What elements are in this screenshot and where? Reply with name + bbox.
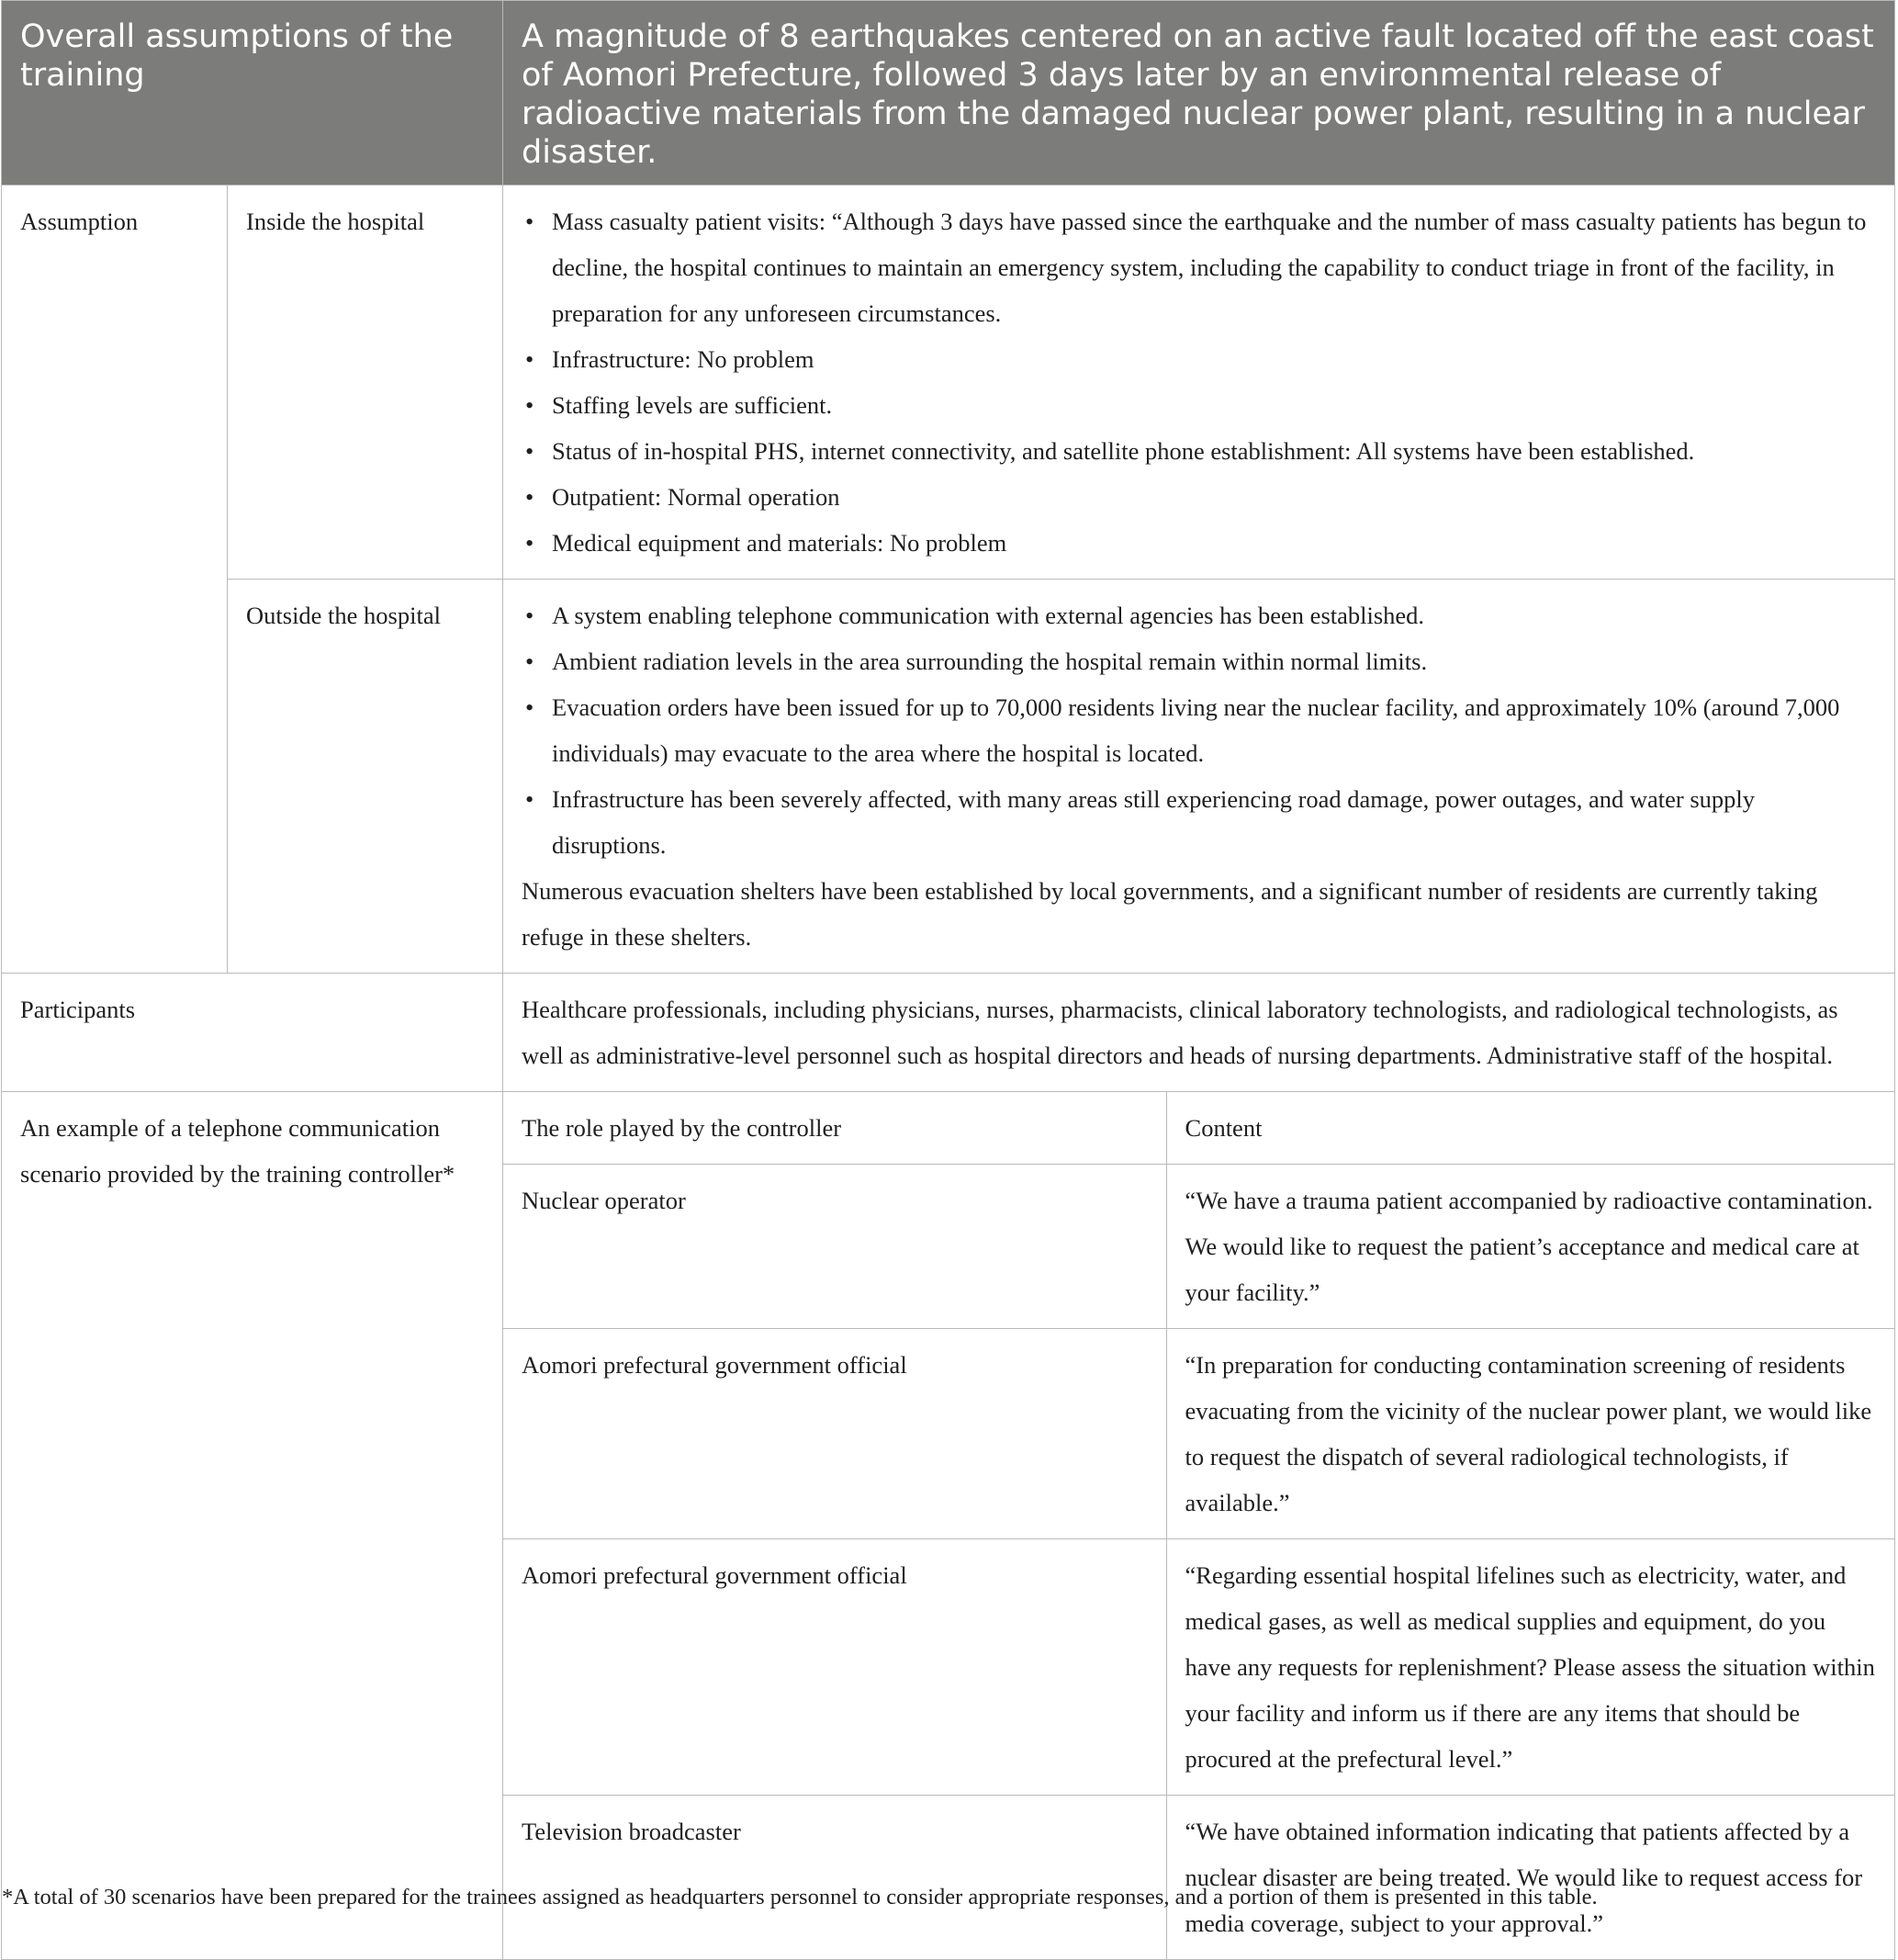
scenario-content: “We have a trauma patient accompanied by radioactive contamination. We would like to request the patient’s acceptance and medical care at your facility.” xyxy=(1166,1165,1894,1329)
assumption-outside-row xyxy=(2,580,1895,974)
bullet-icon: • xyxy=(525,529,534,557)
list-item: • Mass casualty patient visits: “Although 3 days have passed since the earthquake and the number of mass casualty patients has begun to decline, the hospital continues to maintain an emergency system, including the capability to conduct triage in front of the facility, in preparation for any unforeseen circumstances. xyxy=(522,198,1876,336)
bullet-icon: • xyxy=(525,345,534,373)
scenario-content: “Regarding essential hospital lifelines such as electricity, water, and medical gases, as well as medical supplies and equipment, do you have any requests for replenishment? Please assess the situation within your facility and inform us if there are any items that should be procured at the prefectural level.” xyxy=(1166,1539,1894,1796)
scenario-col-role: The role played by the controller xyxy=(503,1092,1166,1165)
scenario-content: “In preparation for conducting contamination screening of residents evacuating from the vicinity of the nuclear power plant, we would like to request the dispatch of several radiological technologists, if available.” xyxy=(1166,1329,1894,1539)
bullet-icon: • xyxy=(525,437,534,465)
header-label: Overall assumptions of the training xyxy=(2,1,503,186)
outside-note: Numerous evacuation shelters have been established by local governments, and a significant number of residents are currently taking refuge in these shelters. xyxy=(522,877,1818,951)
bullet-icon: • xyxy=(525,391,534,419)
table-header-row xyxy=(2,1,1895,186)
bullet-icon: • xyxy=(525,208,534,235)
bullet-icon: • xyxy=(525,693,534,721)
scenario-example-row xyxy=(2,1092,1895,1960)
outside-bullet-list xyxy=(522,592,1876,868)
scenario-table xyxy=(503,1092,1894,1959)
inside-hospital-content xyxy=(503,186,1895,580)
outside-hospital-content xyxy=(503,580,1895,974)
scenario-role: Television broadcaster xyxy=(503,1796,1166,1960)
assumption-inside-row xyxy=(2,186,1895,580)
inside-bullet-list xyxy=(522,198,1876,566)
list-item: • Outpatient: Normal operation xyxy=(522,474,1876,520)
scenario-example-cell xyxy=(503,1092,1895,1960)
outside-hospital-label: Outside the hospital xyxy=(228,580,503,974)
table-row xyxy=(503,1329,1894,1539)
table-row xyxy=(503,1796,1894,1960)
scenario-role: Aomori prefectural government official xyxy=(503,1539,1166,1796)
bullet-icon: • xyxy=(525,785,534,813)
list-item: • Infrastructure: No problem xyxy=(522,336,1876,382)
inside-hospital-label: Inside the hospital xyxy=(228,186,503,580)
participants-text: Healthcare professionals, including physicians, nurses, pharmacists, clinical laboratory technologists, and radiological technologists, as well as administrative-level personnel such as hospital directors and heads of nursing departments. Administrative staff of the hospital. xyxy=(503,974,1895,1092)
table-row xyxy=(503,1539,1894,1796)
list-item: • Ambient radiation levels in the area surrounding the hospital remain within normal limits. xyxy=(522,638,1876,684)
training-assumptions-table xyxy=(1,0,1895,1960)
scenario-col-content: Content xyxy=(1166,1092,1894,1165)
scenario-role: Nuclear operator xyxy=(503,1165,1166,1329)
bullet-icon: • xyxy=(525,648,534,675)
list-item: • A system enabling telephone communication with external agencies has been established. xyxy=(522,592,1876,638)
header-scenario: A magnitude of 8 earthquakes centered on an active fault located off the east coast of Aomori Prefecture, followed 3 days later by an environmental release of radioactive materials from the damaged nuclear power plant, resulting in a nuclear disaster. xyxy=(503,1,1895,186)
list-item: • Staffing levels are sufficient. xyxy=(522,382,1876,428)
participants-row xyxy=(2,974,1895,1092)
bullet-icon: • xyxy=(525,483,534,511)
list-item: • Medical equipment and materials: No problem xyxy=(522,520,1876,566)
list-item: • Infrastructure has been severely affected, with many areas still experiencing road damage, power outages, and water supply disruptions. xyxy=(522,776,1876,868)
list-item: • Status of in-hospital PHS, internet connectivity, and satellite phone establishment: All systems have been established. xyxy=(522,428,1876,474)
participants-label: Participants xyxy=(2,974,503,1092)
bullet-icon: • xyxy=(525,602,534,629)
list-item: • Evacuation orders have been issued for up to 70,000 residents living near the nuclear facility, and approximately 10% (around 7,000 individuals) may evacuate to the area where the hospital is located. xyxy=(522,684,1876,776)
scenario-role: Aomori prefectural government official xyxy=(503,1329,1166,1539)
table-row xyxy=(503,1165,1894,1329)
scenario-header-row xyxy=(503,1092,1894,1165)
assumption-label: Assumption xyxy=(2,186,228,974)
table-footnote: *A total of 30 scenarios have been prepared for the trainees assigned as headquarters personnel to consider appropriate responses, and a portion of them is presented in this table. xyxy=(2,1885,1598,1909)
scenario-example-label: An example of a telephone communication scenario provided by the training controller* xyxy=(2,1092,503,1960)
scenario-content: “We have obtained information indicating that patients affected by a nuclear disaster are being treated. We would like to request access for media coverage, subject to your approval.” xyxy=(1166,1796,1894,1960)
